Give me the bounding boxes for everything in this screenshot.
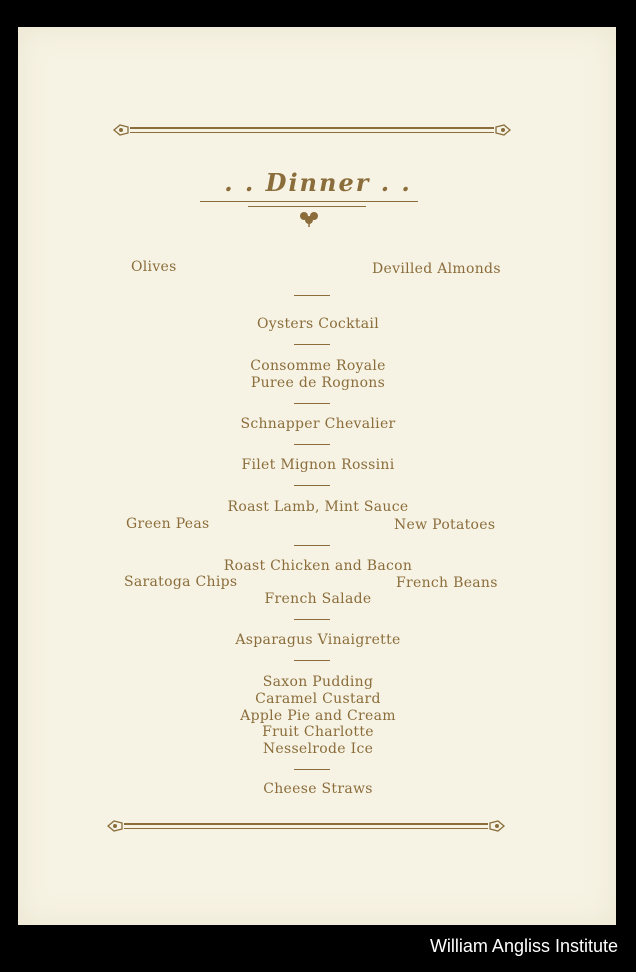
menu-item-new-potatoes: New Potatoes (394, 517, 496, 533)
menu-item-consomme: Consomme Royale (250, 358, 386, 374)
menu-item-french-beans: French Beans (396, 575, 498, 591)
menu-item-roast-lamb: Roast Lamb, Mint Sauce (227, 499, 409, 515)
menu-item-olives: Olives (131, 259, 177, 275)
rule-endcap-icon (488, 820, 506, 832)
course-separator (294, 769, 330, 770)
menu-item-saxon-pudding: Saxon Pudding (262, 674, 374, 690)
menu-item-roast-chicken: Roast Chicken and Bacon (223, 558, 413, 574)
course-separator (294, 444, 330, 445)
menu-item-puree: Puree de Rognons (250, 375, 386, 391)
menu-item-caramel-custard: Caramel Custard (255, 691, 381, 707)
menu-item-schnapper: Schnapper Chevalier (240, 416, 396, 432)
menu-item-filet: Filet Mignon Rossini (241, 457, 395, 473)
top-decorative-rule (112, 124, 512, 138)
fleuron-ornament-icon (298, 210, 320, 228)
menu-item-nesselrode-ice: Nesselrode Ice (262, 741, 374, 757)
menu-item-oysters: Oysters Cocktail (256, 316, 379, 332)
course-separator (294, 660, 330, 661)
rule-endcap-icon (494, 124, 512, 136)
menu-item-asparagus: Asparagus Vinaigrette (235, 632, 401, 648)
rule-endcap-icon (112, 124, 130, 136)
menu-item-french-salade: French Salade (264, 591, 372, 607)
course-separator (294, 485, 330, 486)
course-separator (294, 403, 330, 404)
menu-item-apple-pie: Apple Pie and Cream (240, 708, 396, 724)
bottom-decorative-rule (106, 820, 506, 834)
menu-title: . . Dinner . . (224, 168, 412, 197)
rule-endcap-icon (106, 820, 124, 832)
menu-item-saratoga-chips: Saratoga Chips (124, 574, 238, 590)
title-underline-short (248, 206, 366, 207)
menu-item-fruit-charlotte: Fruit Charlotte (262, 724, 374, 740)
menu-item-cheese-straws: Cheese Straws (263, 781, 373, 797)
course-separator (294, 295, 330, 296)
institute-credit: William Angliss Institute (429, 936, 618, 956)
course-separator (294, 545, 330, 546)
title-underline (200, 201, 418, 202)
menu-item-devilled-almonds: Devilled Almonds (372, 261, 501, 277)
course-separator (294, 619, 330, 620)
course-separator (294, 344, 330, 345)
menu-item-green-peas: Green Peas (126, 516, 210, 532)
